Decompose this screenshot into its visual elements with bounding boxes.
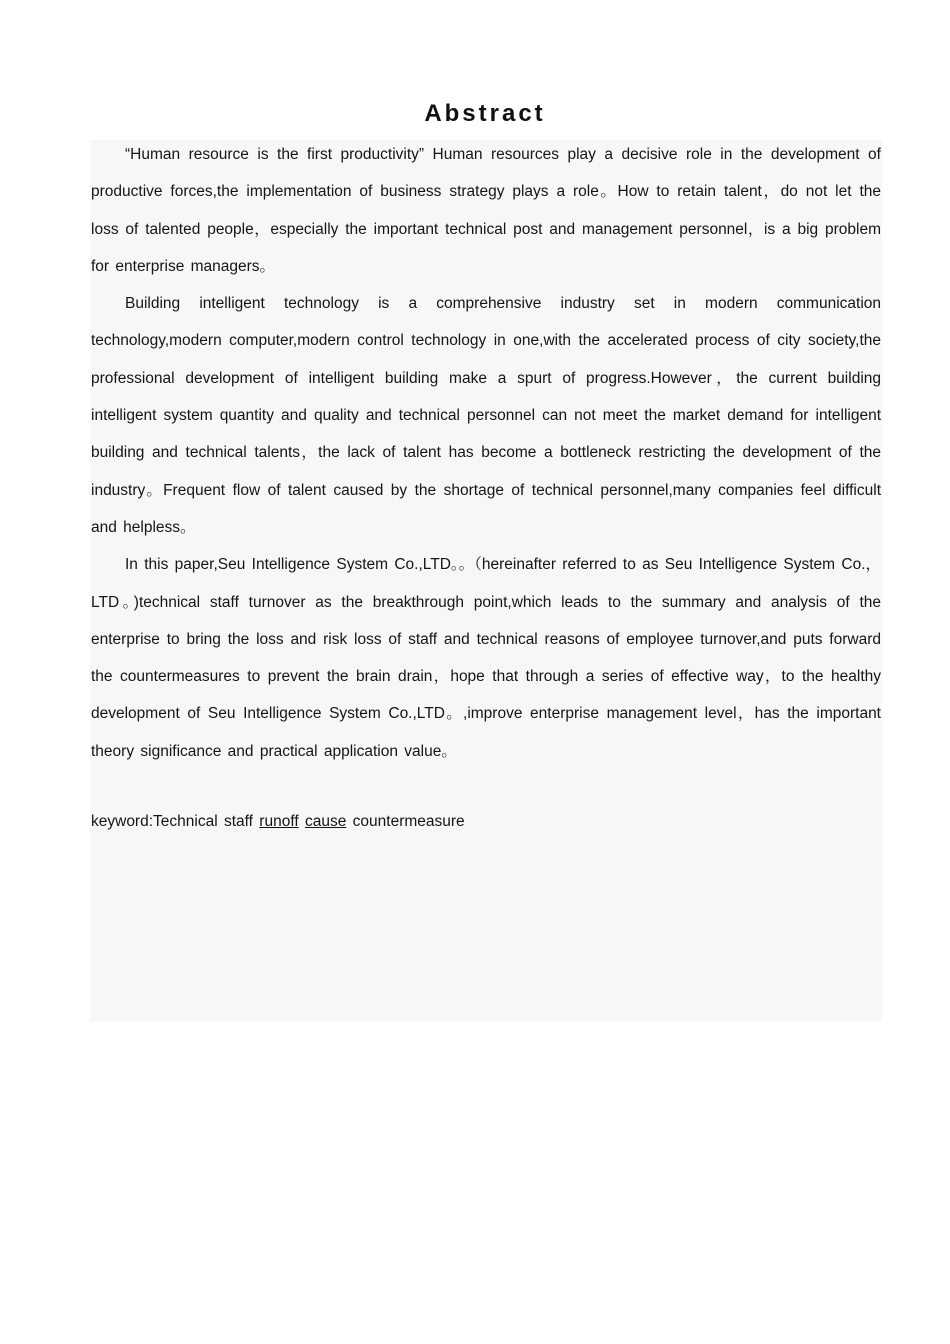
- abstract-paragraph-1: “Human resource is the first productivity” Human resources play a decisive role in the development of productive forces,the implementation of business strategy plays a role。How to retain talent，do not let the loss of talented people，especially the important technical post and management personnel，is a big problem for enterprise managers。: [91, 146, 881, 275]
- keywords-line: [91, 810, 881, 834]
- keyword-staff: staff: [223, 813, 253, 831]
- abstract-title: Abstract: [424, 100, 546, 127]
- abstract-paragraph-3: In this paper,Seu Intelligence System Co.,LTD。。（hereinafter referred to as Seu Intelligence System Co.，LTD。)technical staff turnover as the breakthrough point,which leads to the summary and analysis of the enterprise to bring the loss and risk loss of staff and technical reasons of employee turnover,and puts forward the countermeasures to prevent the brain drain，hope that through a series of effective way，to the healthy development of Seu Intelligence System Co.,LTD。,improve enterprise management level，has the important theory significance and practical application value。: [91, 556, 882, 760]
- keyword-countermeasure: countermeasure: [352, 813, 465, 831]
- keyword-technical: Technical: [153, 813, 218, 831]
- abstract-paragraph-2: Building intelligent technology is a comprehensive industry set in modern communication technology,modern computer,modern control technology in one,with the accelerated process of city society,the professional development of intelligent building make a spurt of progress.However，the current building intelligent system quantity and quality and technical personnel can not meet the market demand for intelligent building and technical talents，the lack of talent has become a bottleneck restricting the development of the industry。Frequent flow of talent caused by the shortage of technical personnel,many companies feel difficult and helpless。: [91, 295, 881, 536]
- keywords-label: keyword:: [91, 813, 154, 831]
- abstract-body: [91, 136, 881, 834]
- paragraph-gap: [91, 770, 881, 810]
- keyword-cause: cause: [304, 813, 347, 831]
- keyword-runoff: runoff: [259, 813, 299, 831]
